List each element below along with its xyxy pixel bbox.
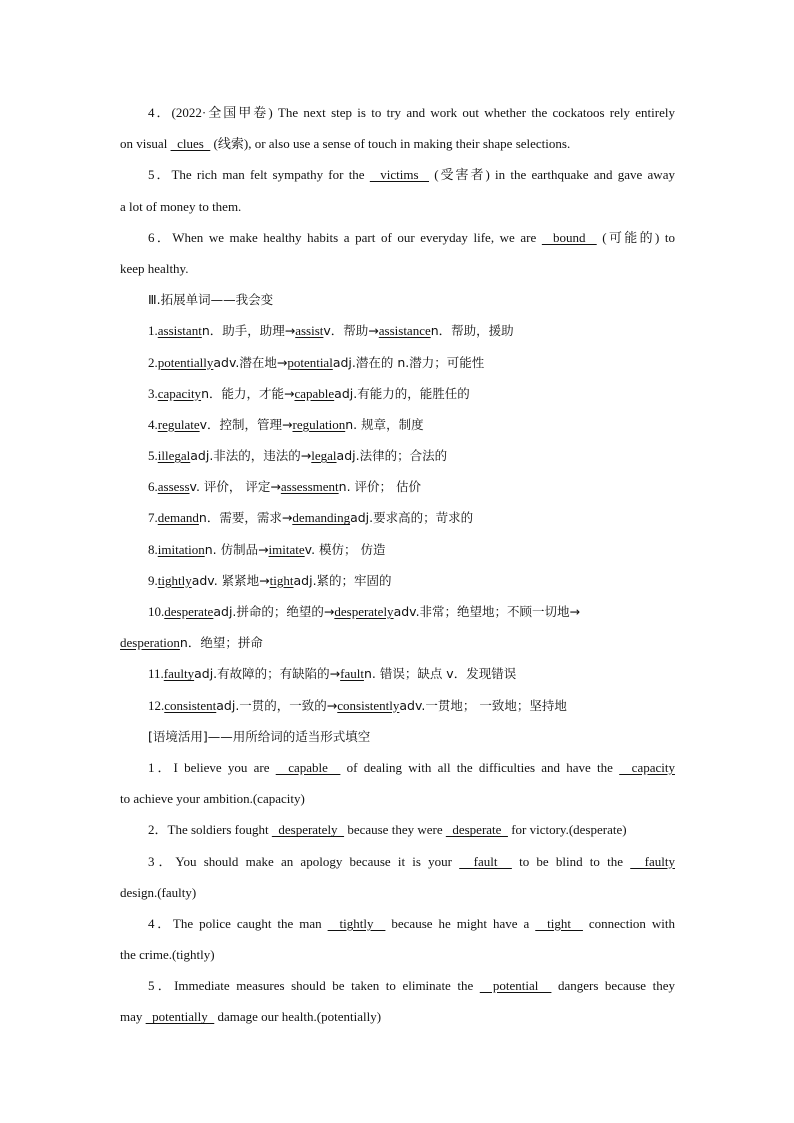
fill-number: 1． bbox=[148, 759, 174, 775]
fill-answer: capable bbox=[275, 759, 341, 775]
word-item bbox=[120, 378, 675, 409]
word-pos-meaning: adj.有故障的；有缺陷的→ bbox=[194, 666, 341, 682]
fill-number: 5． bbox=[148, 978, 175, 994]
word-answer: demand bbox=[157, 510, 199, 526]
word-pos-meaning: adv. 紧紧地→ bbox=[191, 572, 270, 588]
word-number: 9. bbox=[148, 572, 158, 588]
word-pos-meaning: adj.有能力的，能胜任的 bbox=[334, 385, 470, 401]
fill-text: because he might have a bbox=[385, 915, 536, 931]
word-answer: desperation bbox=[120, 635, 180, 651]
word-number: 4. bbox=[148, 416, 158, 432]
word-number: 6. bbox=[148, 479, 158, 495]
fill-text: of dealing with all the difficulties and have the bbox=[340, 759, 620, 775]
fill-answer: potential bbox=[479, 978, 552, 994]
word-number: 10. bbox=[148, 604, 165, 619]
fill-5-line1 bbox=[120, 970, 675, 1001]
word-item bbox=[120, 471, 675, 502]
fill-3-line1 bbox=[120, 846, 675, 877]
word-item-10-cont bbox=[120, 627, 675, 658]
word-answer: tightly bbox=[157, 572, 192, 588]
word-answer: imitation bbox=[157, 541, 205, 557]
word-number: 1. bbox=[148, 323, 158, 339]
word-item bbox=[120, 534, 675, 565]
fill-text: to be blind to the bbox=[511, 853, 631, 869]
fill-4-line2: the crime.(tightly) bbox=[120, 947, 215, 963]
fill-text: for victory.(desperate) bbox=[507, 822, 627, 838]
word-answer: capable bbox=[294, 385, 335, 401]
q6-text: (可能的) to bbox=[596, 229, 675, 245]
word-answer: consistent bbox=[164, 697, 217, 713]
fill-text: because they were bbox=[344, 822, 446, 838]
word-number: 8. bbox=[148, 541, 158, 557]
q4-line1 bbox=[120, 97, 675, 128]
word-item bbox=[120, 502, 675, 533]
word-pos-meaning: n．助手，助理→ bbox=[201, 323, 296, 339]
word-answer: regulation bbox=[292, 416, 346, 432]
fill-answer: desperately bbox=[271, 822, 345, 838]
q4-text: The next step is to try and work out whether the cockatoos rely entirely bbox=[272, 105, 675, 120]
word-number: 12. bbox=[148, 697, 165, 713]
word-pos-meaning: v．帮助→ bbox=[323, 323, 379, 339]
word-answer: faulty bbox=[163, 666, 195, 682]
fill-3-line2: design.(faulty) bbox=[120, 884, 197, 900]
word-answer: consistently bbox=[337, 697, 400, 713]
word-pos-meaning: n．需要，需求→ bbox=[198, 510, 293, 526]
word-answer: regulate bbox=[157, 416, 200, 432]
word-answer: imitate bbox=[268, 541, 305, 557]
word-pos-meaning: n．帮助，援助 bbox=[430, 323, 514, 339]
word-number: 3. bbox=[148, 385, 158, 401]
fill-answer: faulty bbox=[630, 853, 675, 869]
word-list bbox=[120, 315, 675, 596]
word-answer: tight bbox=[269, 572, 294, 588]
q5-number: 5． bbox=[148, 167, 172, 183]
word-pos-meaning: adj.非法的，违法的→ bbox=[190, 448, 312, 464]
fill-text: You should make an apology because it is your bbox=[175, 853, 460, 869]
word-pos-meaning: adj.要求高的；苛求的 bbox=[350, 510, 474, 526]
q5-text: (受害者) in the earthquake and gave away bbox=[429, 167, 675, 183]
word-item bbox=[120, 565, 675, 596]
fill-1-line1 bbox=[120, 752, 675, 783]
word-pos-meaning: n. 规章，制度 bbox=[345, 416, 424, 432]
q4-source: (2022·全国甲卷) bbox=[171, 105, 273, 120]
word-pos-meaning: v. 模仿； 仿造 bbox=[304, 541, 386, 557]
word-pos-meaning: n. 错误；缺点 v．发现错误 bbox=[363, 666, 517, 682]
q6-line2: keep healthy. bbox=[120, 260, 189, 276]
word-pos-meaning: adv.一贯地； 一致地；坚持地 bbox=[399, 697, 567, 713]
word-pos-meaning: adj.拼命的；绝望的→ bbox=[213, 604, 335, 619]
q5-answer: victims bbox=[369, 167, 430, 183]
fill-text: The police caught the man bbox=[172, 915, 328, 931]
fill-answer: fault bbox=[459, 853, 512, 869]
fill-4-line1 bbox=[120, 908, 675, 939]
word-answer: potentially bbox=[157, 354, 214, 370]
word-item-11 bbox=[120, 658, 675, 689]
word-item-12 bbox=[120, 690, 675, 721]
word-pos-meaning: adj.法律的；合法的 bbox=[336, 448, 448, 464]
word-answer: demanding bbox=[292, 510, 351, 526]
fill-number: 2． bbox=[148, 822, 168, 838]
word-answer: desperate bbox=[164, 604, 214, 619]
word-item bbox=[120, 409, 675, 440]
fill-1-line2: to achieve your ambition.(capacity) bbox=[120, 791, 305, 807]
q5-line1 bbox=[120, 159, 675, 190]
q6-line1 bbox=[120, 222, 675, 253]
word-answer: assess bbox=[157, 479, 190, 495]
fill-text: may bbox=[120, 1009, 146, 1025]
fill-answer: tight bbox=[535, 915, 583, 931]
fill-text: Immediate measures should be taken to eliminate the bbox=[174, 978, 480, 994]
fill-2-line1 bbox=[120, 814, 675, 845]
word-pos-meaning: adv.潜在地→ bbox=[213, 354, 288, 370]
q6-text: When we make healthy habits a part of our everyday life, we are bbox=[172, 229, 542, 245]
word-item-10 bbox=[120, 596, 675, 627]
word-pos-meaning: n．绝望；拼命 bbox=[179, 635, 263, 651]
word-number: 7. bbox=[148, 510, 158, 526]
q5-line2: a lot of money to them. bbox=[120, 198, 242, 214]
word-pos-meaning: adv.非常；绝望地；不顾一切地→ bbox=[393, 604, 581, 619]
fill-answer: tightly bbox=[327, 915, 386, 931]
fill-text: The soldiers fought bbox=[167, 822, 272, 838]
word-pos-meaning: adj.潜在的 n.潜力；可能性 bbox=[332, 354, 485, 370]
q4-text: on visual bbox=[120, 136, 171, 152]
word-answer: assist bbox=[295, 323, 324, 339]
fill-5-line2 bbox=[120, 1001, 675, 1032]
section-heading-expand-words: Ⅲ.拓展单词——我会变 bbox=[148, 292, 274, 308]
word-answer: legal bbox=[311, 448, 337, 464]
word-number: 11. bbox=[148, 666, 164, 682]
section-heading-context-usage: [语境活用]——用所给词的适当形式填空 bbox=[148, 728, 371, 744]
fill-answer: desperate bbox=[445, 822, 508, 838]
word-answer: assistant bbox=[157, 323, 202, 339]
word-answer: potential bbox=[287, 354, 333, 370]
word-answer: desperately bbox=[334, 604, 394, 619]
fill-text: I believe you are bbox=[173, 759, 276, 775]
q6-number: 6． bbox=[148, 229, 173, 245]
fill-number: 4． bbox=[148, 915, 173, 931]
fill-text: connection with bbox=[582, 915, 675, 931]
worksheet-page bbox=[120, 97, 675, 1033]
word-item bbox=[120, 347, 675, 378]
fill-answer: capacity bbox=[619, 759, 675, 775]
word-number: 5. bbox=[148, 448, 158, 464]
word-answer: capacity bbox=[157, 385, 202, 401]
word-pos-meaning: v. 评价， 评定→ bbox=[189, 479, 281, 495]
word-answer: fault bbox=[340, 666, 364, 682]
q4-line2 bbox=[120, 128, 675, 159]
q4-text: (线索), or also use a sense of touch in making their shape selections. bbox=[210, 136, 571, 152]
word-item bbox=[120, 440, 675, 471]
fill-answer: potentially bbox=[145, 1009, 215, 1025]
word-pos-meaning: n. 仿制品→ bbox=[204, 541, 269, 557]
fill-text: damage our health.(potentially) bbox=[214, 1009, 382, 1025]
q5-text: The rich man felt sympathy for the bbox=[171, 167, 370, 183]
word-answer: assistance bbox=[378, 323, 431, 339]
word-pos-meaning: adj.紧的；牢固的 bbox=[293, 572, 392, 588]
fill-number: 3． bbox=[148, 853, 176, 869]
q4-number: 4． bbox=[148, 105, 172, 120]
q4-answer: clues bbox=[170, 136, 211, 152]
word-number: 2. bbox=[148, 354, 158, 370]
word-item bbox=[120, 315, 675, 346]
q6-answer: bound bbox=[541, 229, 597, 245]
word-pos-meaning: n．能力，才能→ bbox=[201, 385, 295, 401]
fill-text: dangers because they bbox=[551, 978, 675, 994]
word-pos-meaning: v．控制，管理→ bbox=[199, 416, 293, 432]
word-answer: illegal bbox=[157, 448, 191, 464]
word-pos-meaning: adj.一贯的，一致的→ bbox=[216, 697, 338, 713]
word-answer: assessment bbox=[280, 479, 339, 495]
word-pos-meaning: n. 评价； 估价 bbox=[338, 479, 421, 495]
